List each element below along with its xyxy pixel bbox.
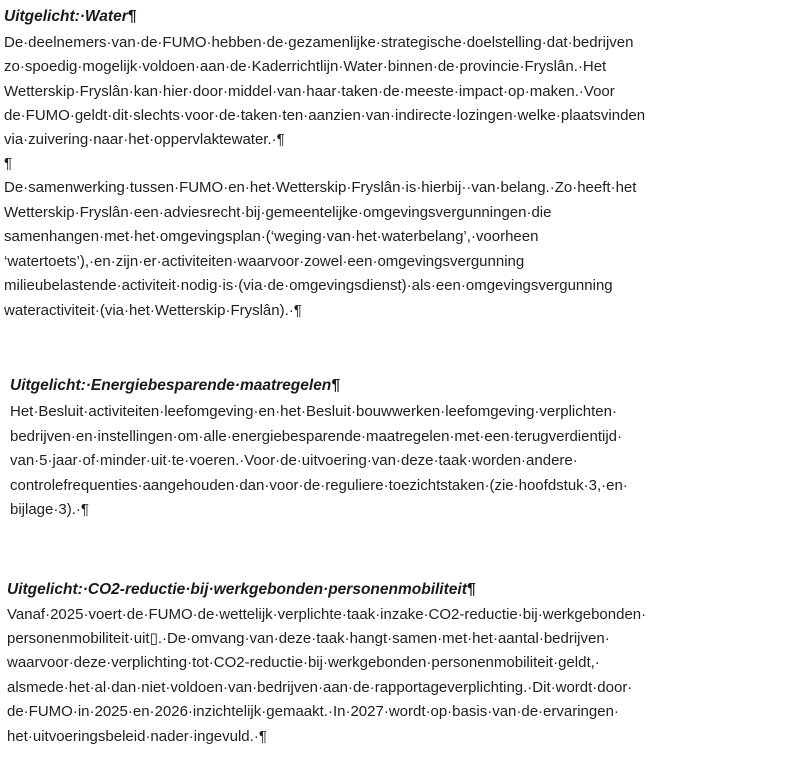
paragraph-line: milieubelastende·activiteit·nodig·is·(via·de·omgevingsdienst)·als·een·omgevingsvergunning <box>4 277 613 294</box>
section-heading: Uitgelicht:·Energiebesparende·maatregelen¶ <box>10 377 340 394</box>
paragraph-line: bijlage·3).·¶ <box>10 501 89 518</box>
paragraph-line: De·samenwerking·tussen·FUMO·en·het·Wetterskip·Fryslân·is·hierbij··van·belang.·Zo·heeft·het <box>4 179 637 196</box>
paragraph-line: wateractiviteit·(via·het·Wetterskip·Fryslân).·¶ <box>4 302 302 319</box>
paragraph-line: bedrijven·en·instellingen·om·alle·energiebesparende·maatregelen·met·een·terugverdientijd· <box>10 428 622 445</box>
section-heading: Uitgelicht:·CO2-reductie·bij·werkgebonden·personenmobiliteit¶ <box>7 581 476 598</box>
paragraph-line: controlefrequenties·aangehouden·dan·voor·de·reguliere·toezichtstaken·(zie·hoofdstuk·3,·en· <box>10 477 628 494</box>
paragraph-line: waarvoor·deze·verplichting·tot·CO2-reductie·bij·werkgebonden·personenmobiliteit·geldt,· <box>7 654 600 671</box>
section-heading: Uitgelicht:·Water¶ <box>4 8 137 25</box>
paragraph-line: Het·Besluit·activiteiten·leefomgeving·en·het·Besluit·bouwwerken·leefomgeving·verplichten· <box>10 403 617 420</box>
paragraph-line: samenhangen·met·het·omgevingsplan·(‘weging·van·het·waterbelang’,·voorheen <box>4 228 539 245</box>
paragraph-line: van·5·jaar·of·minder·uit·te·voeren.·Voor·de·uitvoering·van·deze·taak·worden·andere· <box>10 452 578 469</box>
paragraph-line: de·FUMO·in·2025·en·2026·inzichtelijk·gemaakt.·In·2027·wordt·op·basis·van·de·ervaringen· <box>7 703 619 720</box>
paragraph-line: personenmobiliteit·uit▯.·De·omvang·van·deze·taak·hangt·samen·met·het·aantal·bedrijven· <box>7 630 610 647</box>
empty-paragraph: ¶ <box>4 155 13 172</box>
paragraph-line: de·FUMO·geldt·dit·slechts·voor·de·taken·ten·aanzien·van·indirecte·lozingen·welke·plaatsvinden <box>4 107 646 124</box>
paragraph-line: Wetterskip·Fryslân·een·adviesrecht·bij·gemeentelijke·omgevingsvergunningen·die <box>4 204 552 221</box>
paragraph-line: alsmede·het·al·dan·niet·voldoen·van·bedrijven·aan·de·rapportageverplichting.·Dit·wordt·door· <box>7 679 633 696</box>
paragraph-line: ‘watertoets’),·en·zijn·er·activiteiten·waarvoor·zowel·een·omgevingsvergunning <box>4 253 525 270</box>
paragraph-line: het·uitvoeringsbeleid·nader·ingevuld.·¶ <box>7 728 267 745</box>
paragraph-line: via·zuivering·naar·het·oppervlaktewater.·¶ <box>4 131 285 148</box>
paragraph-line: Vanaf·2025·voert·de·FUMO·de·wettelijk·verplichte·taak·inzake·CO2-reductie·bij·werkgebonden· <box>7 606 647 623</box>
paragraph-line: zo·spoedig·mogelijk·voldoen·aan·de·Kaderrichtlijn·Water·binnen·de·provincie·Fryslân.·Het <box>4 58 607 75</box>
paragraph-line: De·deelnemers·van·de·FUMO·hebben·de·gezamenlijke·strategische·doelstelling·dat·bedrijven <box>4 34 634 51</box>
paragraph-line: Wetterskip·Fryslân·kan·hier·door·middel·van·haar·taken·de·meeste·impact·op·maken.·Voor <box>4 83 615 100</box>
